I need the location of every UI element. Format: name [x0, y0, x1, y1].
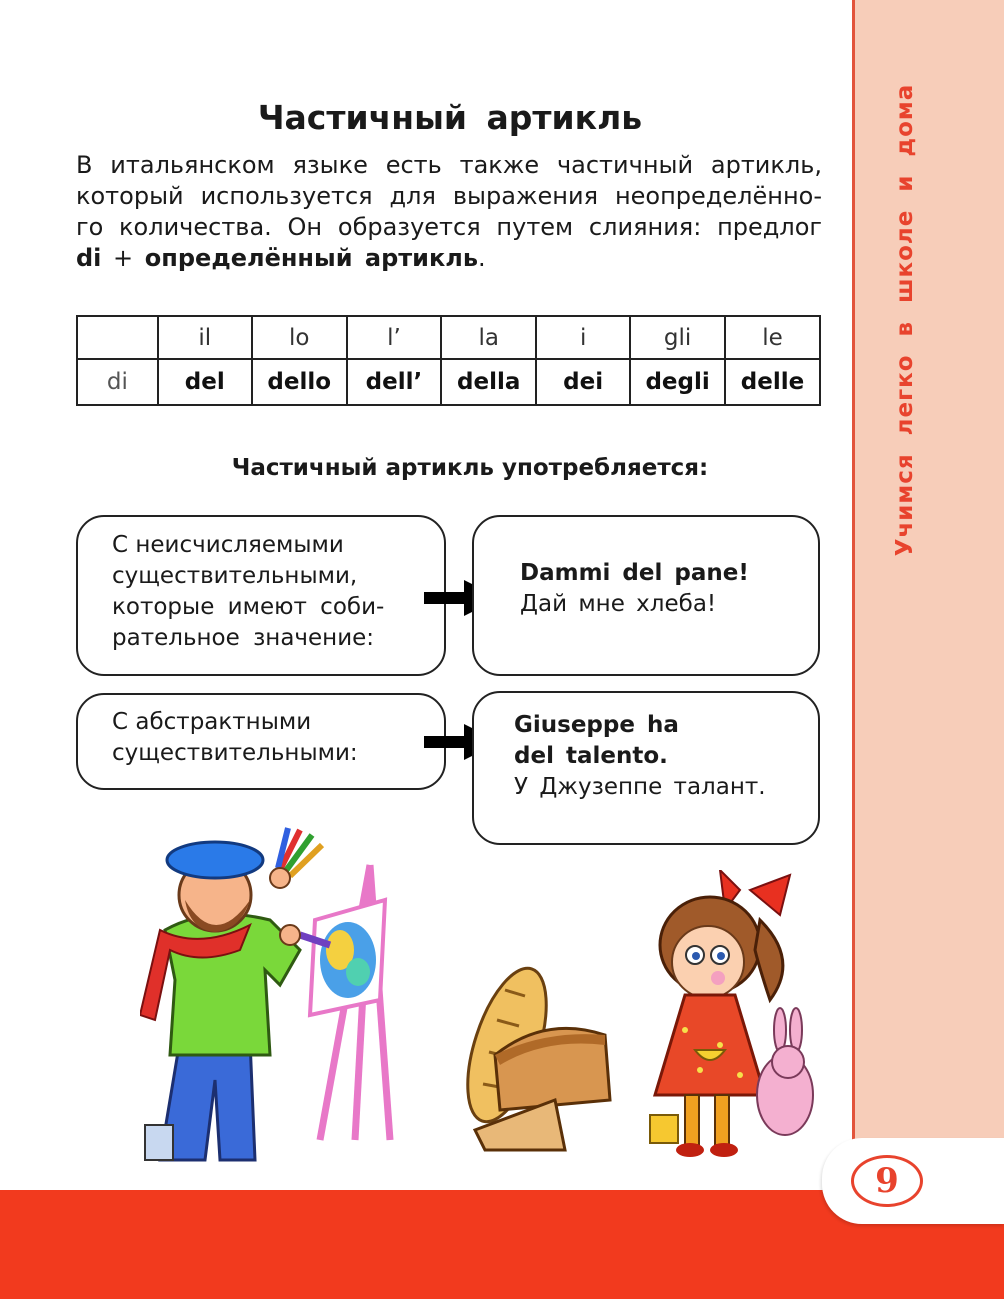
- table-cell: dell’: [347, 359, 442, 405]
- table-cell: del: [158, 359, 252, 405]
- table-cell: i: [536, 316, 630, 359]
- bread-illustration: [455, 960, 620, 1155]
- rule-2-condition-line: существительными:: [112, 740, 358, 766]
- article-table-row: [77, 359, 820, 405]
- page-number: 9: [851, 1155, 923, 1207]
- table-cell: dei: [536, 359, 630, 405]
- table-cell: lo: [252, 316, 347, 359]
- intro-plus: +: [113, 244, 134, 272]
- table-cell: dello: [252, 359, 347, 405]
- rule-1-condition-line: рательное значение:: [112, 625, 375, 651]
- girl-illustration: [640, 870, 825, 1160]
- table-cell: della: [441, 359, 536, 405]
- intro-definite-article: определённый артикль: [144, 244, 479, 272]
- table-cell: l’: [347, 316, 442, 359]
- rule-1-condition-line: существительными,: [112, 563, 358, 589]
- rule-2-example-russian: У Джузеппе талант.: [514, 774, 766, 800]
- rule-2-example-italian-line: Giuseppe ha: [514, 712, 679, 738]
- intro-di: di: [76, 244, 102, 272]
- article-table-header-row: [77, 316, 820, 359]
- intro-line-2: который используется для выражения неопределённо-: [76, 182, 822, 210]
- table-cell: di: [77, 359, 158, 405]
- rule-1-condition-box: [76, 515, 446, 676]
- intro-line-1: В итальянском языке есть также частичный артикль,: [76, 151, 822, 179]
- table-cell: [77, 316, 158, 359]
- rule-2-example-box: [472, 691, 820, 845]
- table-cell: gli: [630, 316, 725, 359]
- rule-2-example-italian-line: del talento.: [514, 743, 668, 769]
- sidebar-band: [852, 0, 1004, 1299]
- rule-1-condition-line: которые имеют соби-: [112, 594, 385, 620]
- usage-heading: Частичный артикль употребляется:: [231, 455, 709, 481]
- sidebar-series-title: Учимся легко в школе и дома: [892, 83, 918, 557]
- article-table: [76, 315, 821, 406]
- intro-line-3: го количества. Он образуется путем слияния: предлог: [76, 213, 822, 241]
- table-cell: degli: [630, 359, 725, 405]
- table-cell: la: [441, 316, 536, 359]
- table-cell: delle: [725, 359, 820, 405]
- rule-1-example-russian: Дай мне хлеба!: [520, 591, 717, 617]
- intro-paragraph: [76, 150, 822, 274]
- table-cell: il: [158, 316, 252, 359]
- rule-1-example-italian: Dammi del pane!: [520, 560, 749, 586]
- table-cell: le: [725, 316, 820, 359]
- rule-2-condition-line: С абстрактными: [112, 709, 312, 735]
- painter-illustration: [140, 810, 420, 1165]
- rule-1-condition-line: С неисчисляемыми: [112, 532, 344, 558]
- page-title: Частичный артикль: [257, 98, 643, 137]
- rule-2-condition-box: [76, 693, 446, 790]
- rule-1-example-box: [472, 515, 820, 676]
- intro-period: .: [478, 244, 486, 272]
